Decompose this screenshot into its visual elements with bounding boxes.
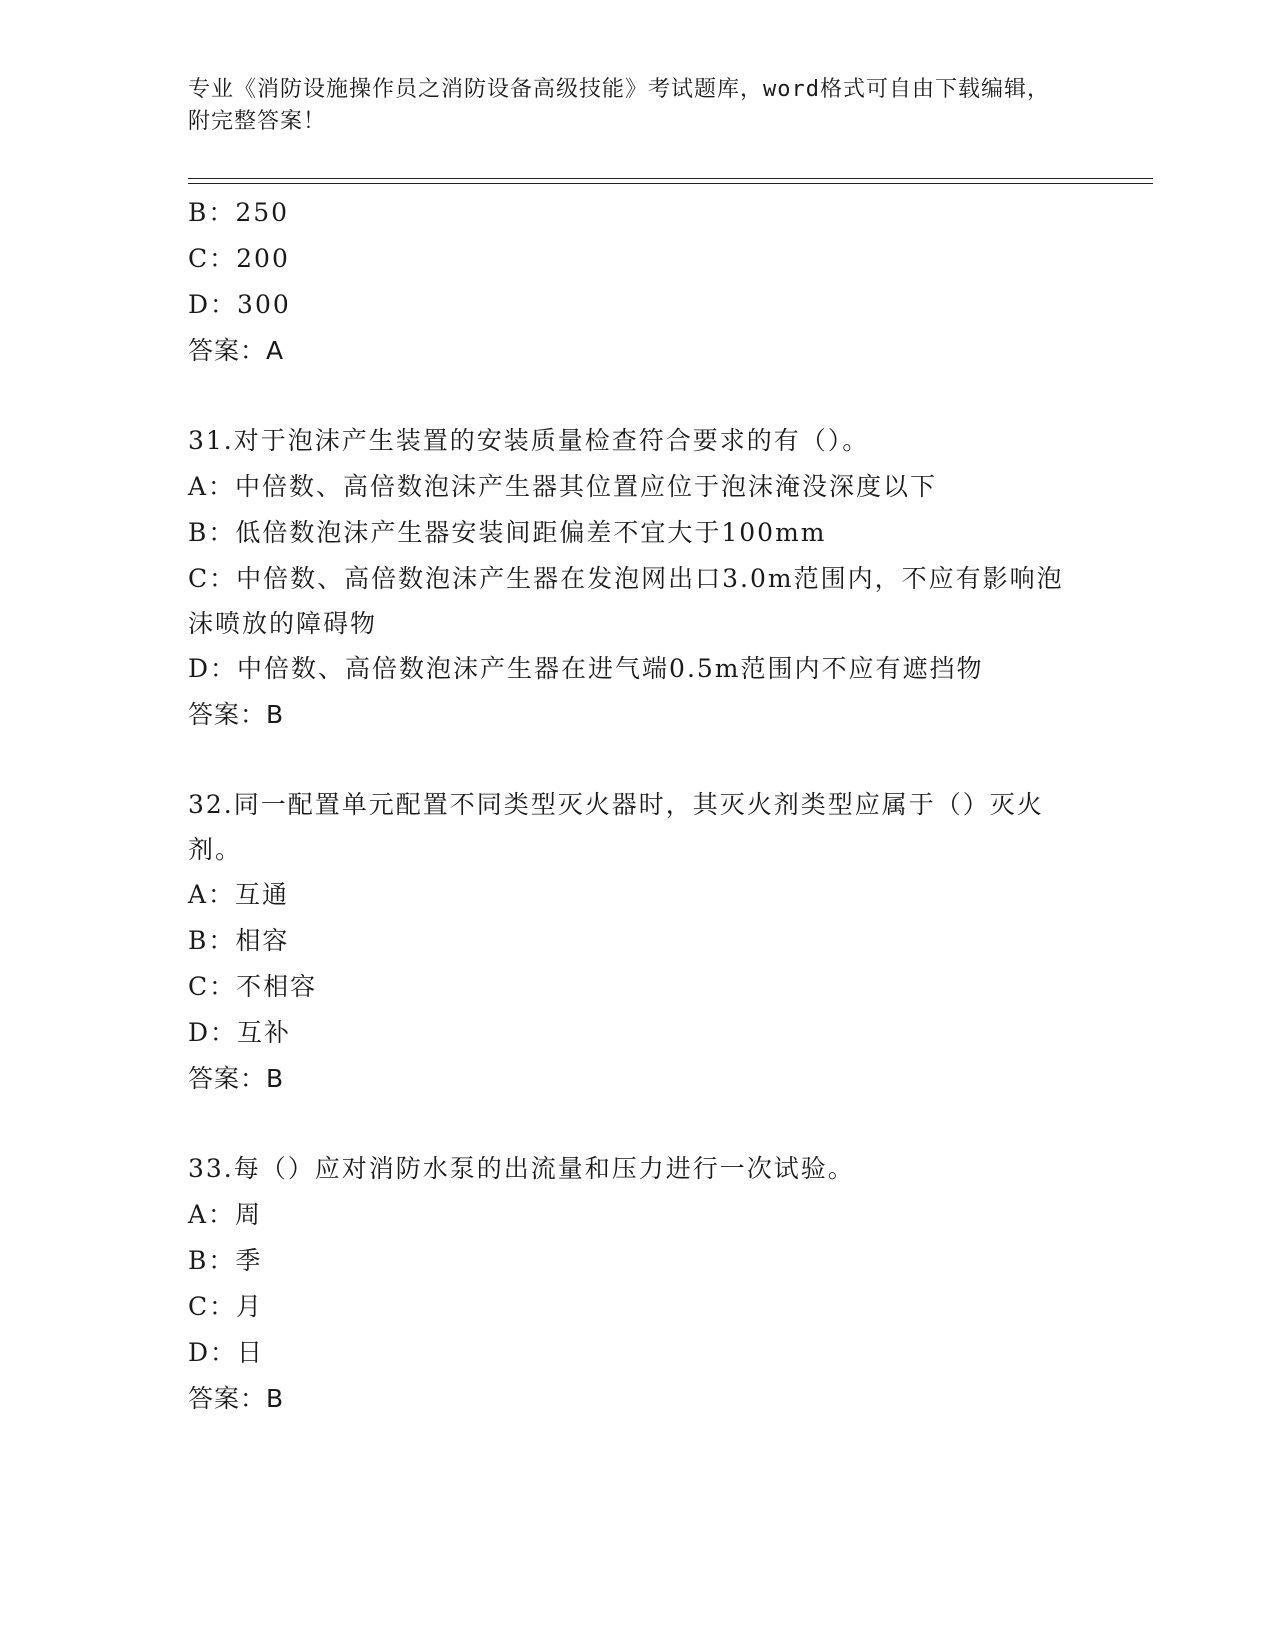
header-divider-top	[188, 178, 1153, 179]
question-32	[188, 782, 1088, 1102]
option-d: D：中倍数、高倍数泡沫产生器在进气端0.5m范围内不应有遮挡物	[188, 654, 984, 683]
option-c: C：200	[188, 244, 290, 273]
option-c: C：月	[188, 1292, 264, 1321]
option-a: A：互通	[188, 880, 290, 909]
header-divider-bottom	[188, 183, 1153, 184]
answer-line: 答案：B	[188, 700, 285, 729]
option-c: C：不相容	[188, 972, 318, 1001]
document-header: 专业《消防设施操作员之消防设备高级技能》考试题库，word格式可自由下载编辑，附完整答案！	[188, 77, 1050, 134]
question-31	[188, 418, 1088, 738]
question-gap	[188, 738, 1088, 782]
question-stem: 31.对于泡沫产生装置的安装质量检查符合要求的有（）。	[188, 426, 870, 455]
question-33	[188, 1146, 1088, 1422]
question-gap	[188, 1102, 1088, 1146]
answer-line: 答案：B	[188, 1384, 285, 1413]
option-b: B：250	[188, 198, 290, 227]
answer-line: 答案：A	[188, 336, 285, 365]
prev-question-block	[188, 190, 1088, 374]
question-stem: 33.每（）应对消防水泵的出流量和压力进行一次试验。	[188, 1154, 855, 1183]
option-b: B：季	[188, 1246, 263, 1275]
option-b: B：相容	[188, 926, 290, 955]
question-stem: 32.同一配置单元配置不同类型灭火器时，其灭火剂类型应属于（）灭火剂。	[188, 790, 1044, 864]
option-c: C：中倍数、高倍数泡沫产生器在发泡网出口3.0m范围内，不应有影响泡沫喷放的障碍物	[188, 564, 1064, 638]
question-gap	[188, 374, 1088, 418]
option-d: D：300	[188, 290, 291, 319]
option-d: D：日	[188, 1338, 265, 1367]
option-d: D：互补	[188, 1018, 292, 1047]
option-a: A：周	[188, 1200, 263, 1229]
option-b: B：低倍数泡沫产生器安装间距偏差不宜大于100mm	[188, 518, 827, 547]
answer-line: 答案：B	[188, 1064, 285, 1093]
question-content	[188, 190, 1088, 1422]
option-a: A：中倍数、高倍数泡沫产生器其位置应位于泡沫淹没深度以下	[188, 472, 938, 501]
